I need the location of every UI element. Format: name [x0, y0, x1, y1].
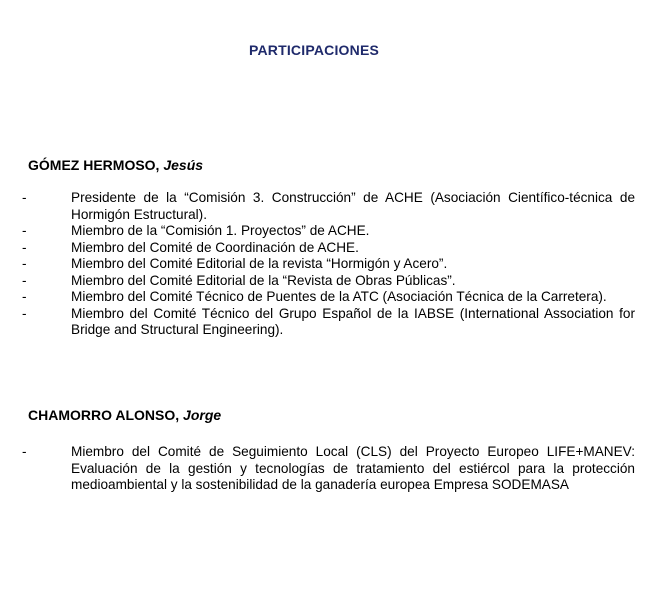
page-title: PARTICIPACIONES	[248, 42, 380, 58]
list-item: - Miembro del Comité de Coordinación de ACHE.	[22, 239, 359, 255]
person-surname: GÓMEZ HERMOSO,	[28, 157, 160, 173]
bullet-dash: -	[22, 272, 27, 288]
list-item: - Miembro del Comité Editorial de la “Revista de Obras Públicas”.	[22, 272, 456, 288]
person-name	[28, 157, 638, 174]
list-item: - Miembro del Comité Técnico del Grupo Español de la IABSE (International Association for Bridge and Structural Engineering).	[22, 305, 635, 337]
list-item: - Presidente de la “Comisión 3. Construcción” de ACHE (Asociación Científico-técnica de Hormigón Estructural).	[22, 190, 635, 222]
person-surname: CHAMORRO ALONSO,	[28, 407, 180, 423]
list-item: - Miembro del Comité de Seguimiento Local (CLS) del Proyecto Europeo LIFE+MANEV: Evaluación de la gestión y tecnologías de tratamiento del estiércol para la protección medioambiental y la sostenibilidad de la ganadería europea Empresa SODEMASA	[22, 444, 635, 492]
person-given-name: Jorge	[183, 407, 222, 423]
list-item: - Miembro de la “Comisión 1. Proyectos” de ACHE.	[22, 223, 370, 238]
bullet-dash: -	[22, 305, 27, 321]
person-given-name: Jesús	[163, 157, 204, 173]
bullet-dash: -	[22, 444, 27, 459]
list-item: - Miembro del Comité Técnico de Puentes de la ATC (Asociación Técnica de la Carretera).	[22, 289, 607, 304]
bullet-dash: -	[22, 190, 27, 205]
participation-list	[22, 444, 638, 494]
bullet-dash: -	[22, 289, 27, 304]
list-item: - Miembro del Comité Editorial de la revista “Hormigón y Acero”.	[22, 256, 448, 271]
person-name	[28, 407, 638, 424]
bullet-dash: -	[22, 239, 27, 255]
person-section-gomez	[22, 157, 638, 339]
person-section-chamorro	[22, 407, 638, 494]
bullet-dash: -	[22, 256, 27, 271]
bullet-dash: -	[22, 223, 27, 238]
participation-list	[22, 190, 638, 339]
